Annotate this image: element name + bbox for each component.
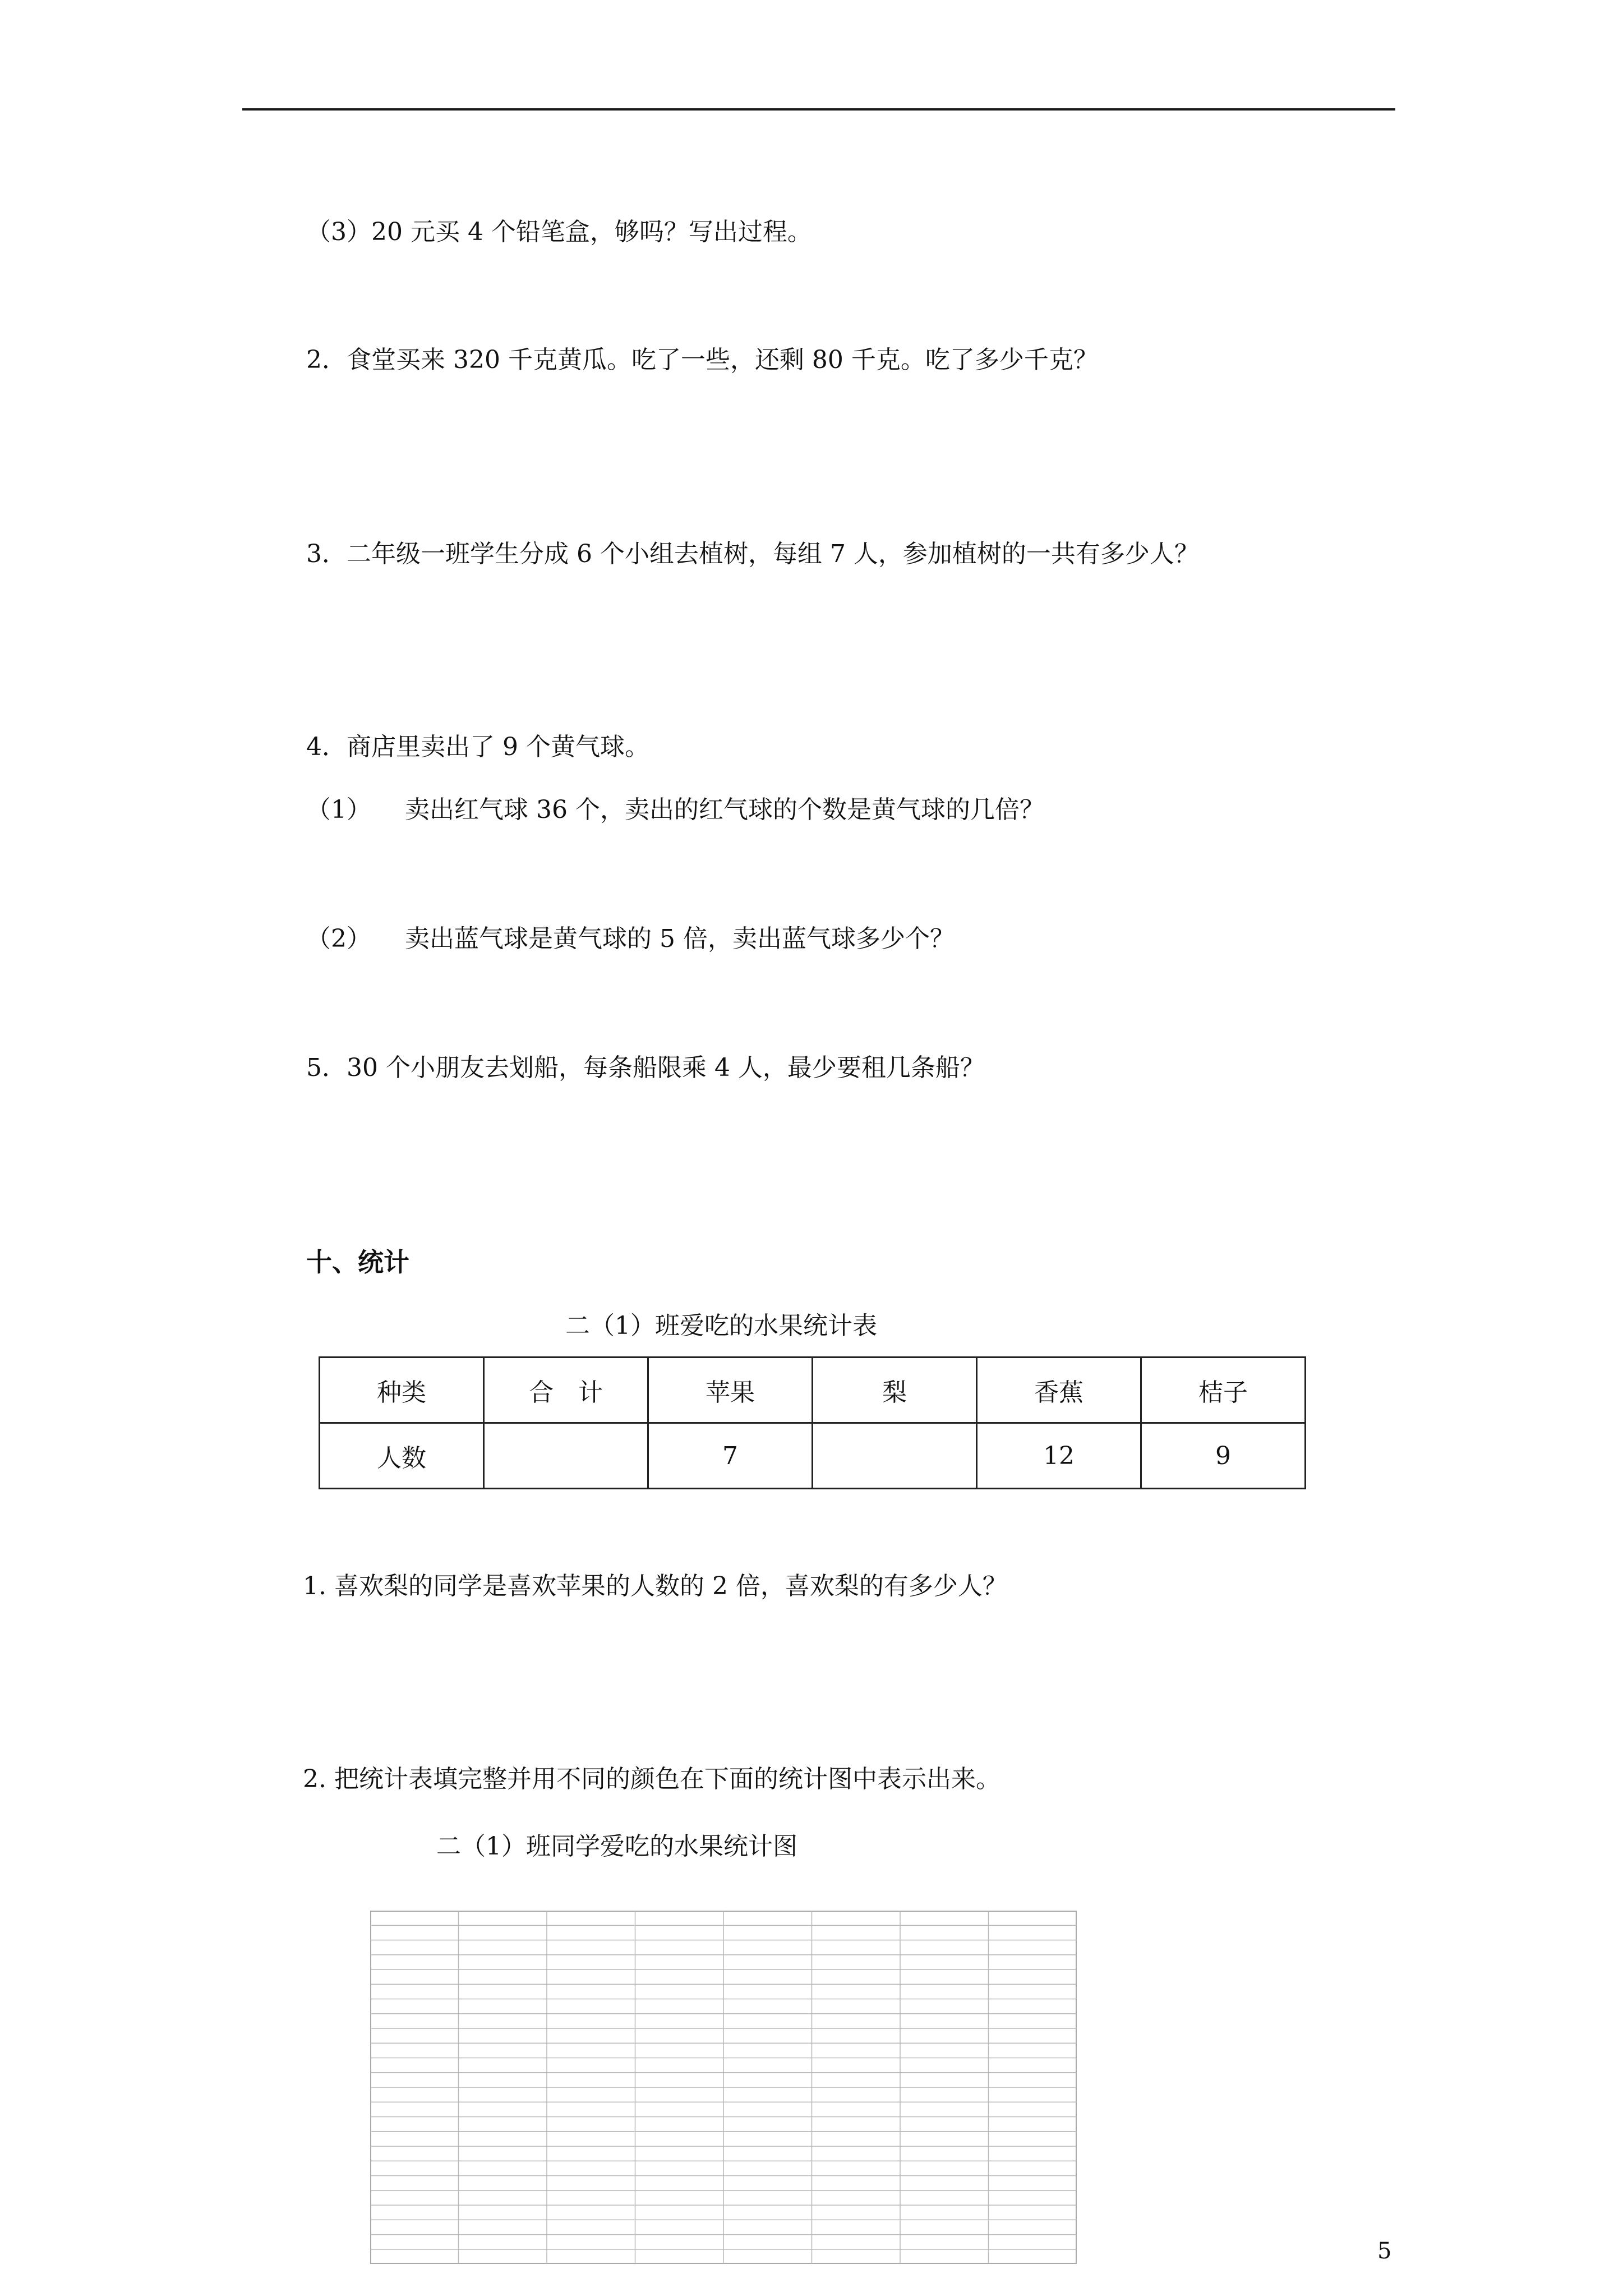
question-4-1: 卖出红气球 36 个，卖出的红气球的个数是黄气球的几倍？ <box>405 795 1044 824</box>
question-3: 3．二年级一班学生分成 6 个小组去植树，每组 7 人，参加植树的一共有多少人？ <box>306 540 1199 568</box>
table-cell: 7 <box>648 1423 813 1489</box>
question-4: 4．商店里卖出了 9 个黄气球。 <box>306 733 649 761</box>
fruit-stats-table <box>319 1356 1306 1489</box>
table-row <box>320 1423 1306 1489</box>
table-cell <box>813 1423 977 1489</box>
stats-question-1: 1. 喜欢梨的同学是喜欢苹果的人数的 2 倍，喜欢梨的有多少人？ <box>303 1572 1007 1600</box>
table-header-row <box>320 1358 1306 1423</box>
page-number: 5 <box>1377 2238 1392 2264</box>
question-2: 2．食堂买来 320 千克黄瓜。吃了一些，还剩 80 千克。吃了多少千克？ <box>306 346 1098 374</box>
question-4-2-number: （2） <box>306 924 371 953</box>
table-cell: 种类 <box>320 1358 484 1423</box>
table-cell: 9 <box>1141 1423 1306 1489</box>
table-cell: 香蕉 <box>977 1358 1141 1423</box>
table-cell: 合 计 <box>484 1358 648 1423</box>
table-title: 二（1）班爱吃的水果统计表 <box>565 1312 877 1340</box>
table-cell: 苹果 <box>648 1358 813 1423</box>
stats-question-2: 2. 把统计表填完整并用不同的颜色在下面的统计图中表示出来。 <box>303 1765 1000 1793</box>
table-cell: 梨 <box>813 1358 977 1423</box>
question-4-2: 卖出蓝气球是黄气球的 5 倍，卖出蓝气球多少个？ <box>405 924 955 953</box>
question-1-3: （3）20 元买 4 个铅笔盒，够吗？写出过程。 <box>306 218 812 246</box>
question-4-1-number: （1） <box>306 795 371 824</box>
question-5: 5．30 个小朋友去划船，每条船限乘 4 人，最少要租几条船？ <box>306 1053 985 1082</box>
header-rule <box>242 108 1395 111</box>
chart-title: 二（1）班同学爱吃的水果统计图 <box>436 1832 797 1861</box>
table-cell: 12 <box>977 1423 1141 1489</box>
section-heading: 十、统计 <box>306 1247 409 1277</box>
table-cell: 桔子 <box>1141 1358 1306 1423</box>
blank-grid-chart <box>370 1911 1077 2264</box>
table-cell <box>484 1423 648 1489</box>
table-cell: 人数 <box>320 1423 484 1489</box>
